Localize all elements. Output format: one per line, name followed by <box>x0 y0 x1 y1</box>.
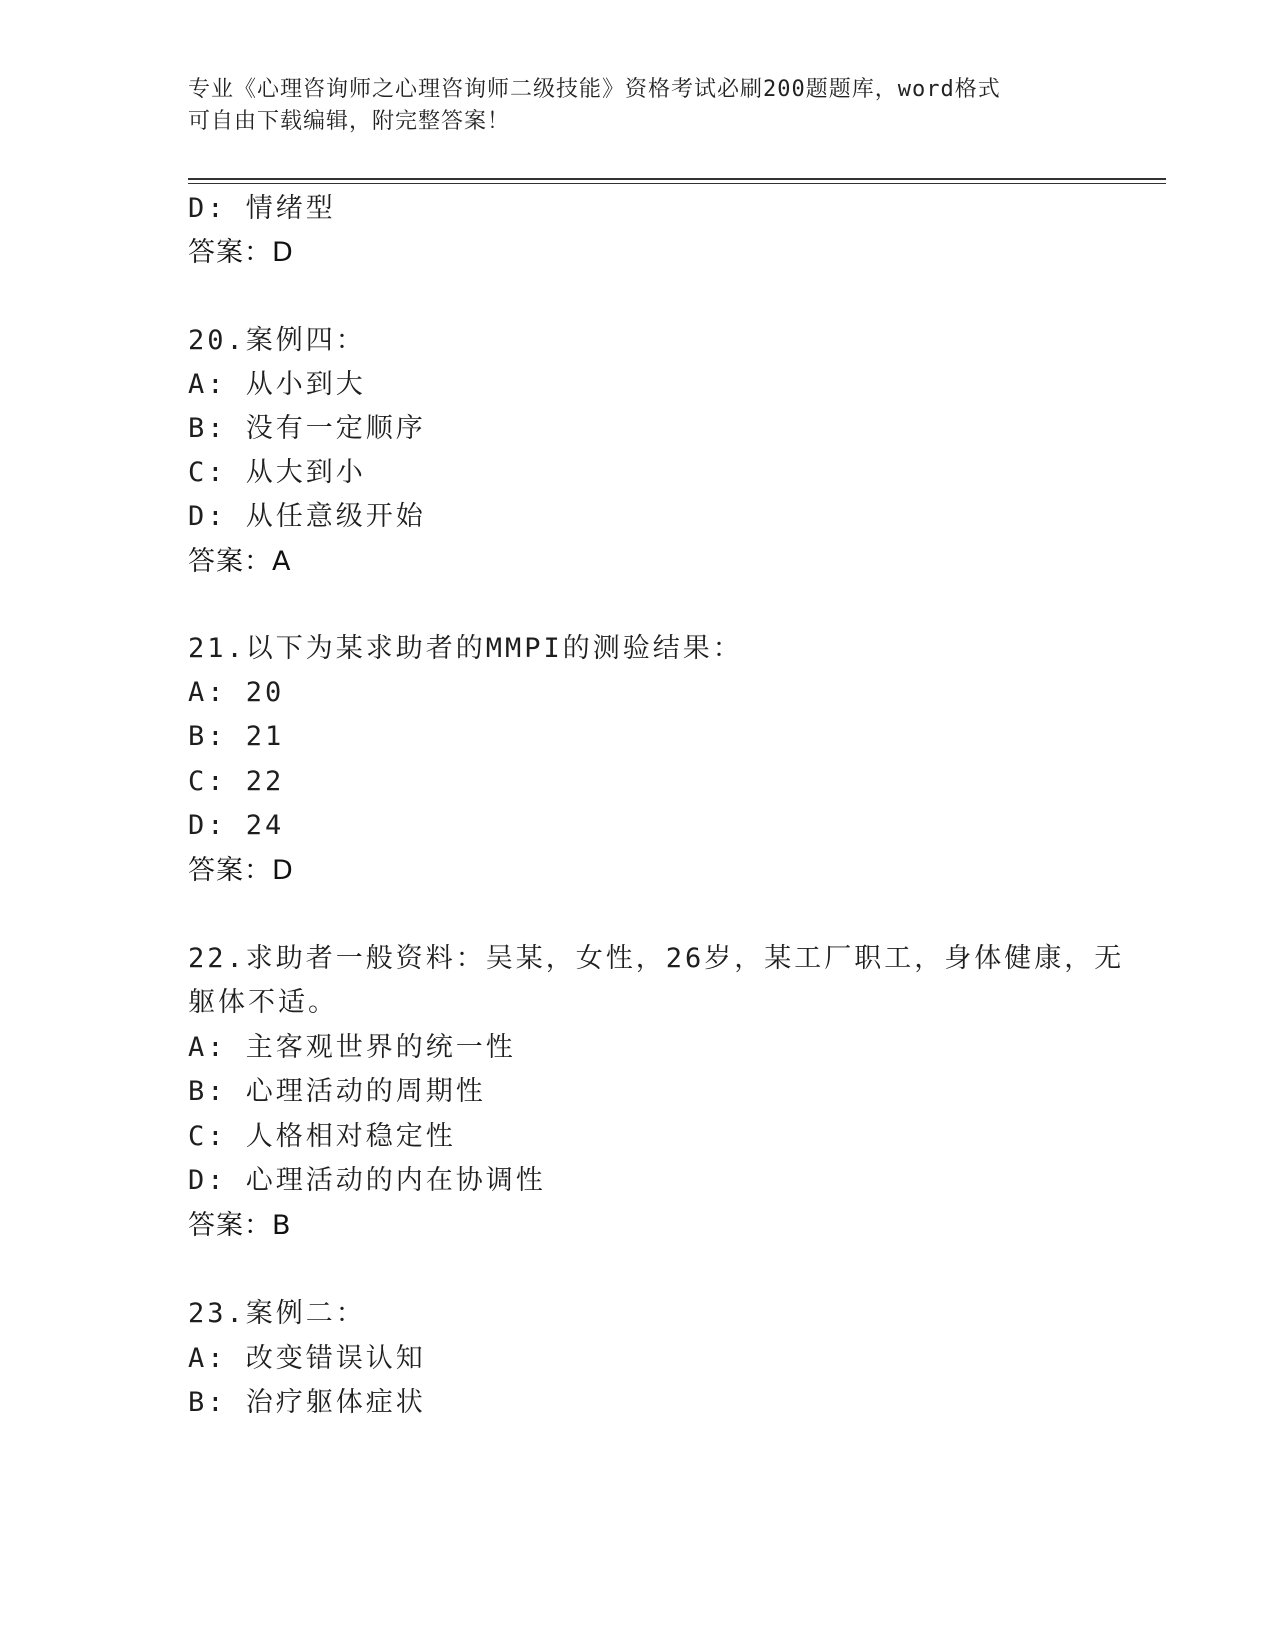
q22-option-c: C: 人格相对稳定性 <box>188 1121 456 1152</box>
q20-option-d: D: 从任意级开始 <box>188 501 426 532</box>
q19-option-d: D: 情绪型 <box>188 193 336 224</box>
q21-answer: 答案：D <box>188 855 294 886</box>
q22-answer: 答案：B <box>188 1210 292 1241</box>
header-divider <box>188 178 1166 180</box>
q23-option-b: B: 治疗躯体症状 <box>188 1387 426 1418</box>
q19-answer: 答案：D <box>188 237 294 268</box>
q22-title-line-1: 22.求助者一般资料：吴某，女性，26岁，某工厂职工，身体健康，无 <box>188 943 1125 974</box>
q20-title: 20.案例四： <box>188 325 366 356</box>
header-divider-thin <box>188 183 1166 184</box>
q21-option-a: A: 20 <box>188 677 285 708</box>
document-header <box>188 74 1068 138</box>
q23-title: 23.案例二： <box>188 1298 366 1329</box>
q22-option-b: B: 心理活动的周期性 <box>188 1076 486 1107</box>
q22-option-d: D: 心理活动的内在协调性 <box>188 1165 546 1196</box>
q20-option-c: C: 从大到小 <box>188 457 366 488</box>
q20-option-b: B: 没有一定顺序 <box>188 413 426 444</box>
q21-option-d: D: 24 <box>188 810 285 841</box>
q23-option-a: A: 改变错误认知 <box>188 1343 426 1374</box>
q21-option-c: C: 22 <box>188 766 285 797</box>
header-line-2: 可自由下载编辑，附完整答案！ <box>188 109 511 134</box>
q22-title-line-2: 躯体不适。 <box>188 987 338 1018</box>
q22-option-a: A: 主客观世界的统一性 <box>188 1032 516 1063</box>
q21-title: 21.以下为某求助者的MMPI的测验结果： <box>188 633 743 664</box>
header-line-1: 专业《心理咨询师之心理咨询师二级技能》资格考试必刷200题题库，word格式 <box>188 77 1001 102</box>
q20-answer: 答案：A <box>188 546 292 577</box>
q21-option-b: B: 21 <box>188 721 285 752</box>
q20-option-a: A: 从小到大 <box>188 369 366 400</box>
